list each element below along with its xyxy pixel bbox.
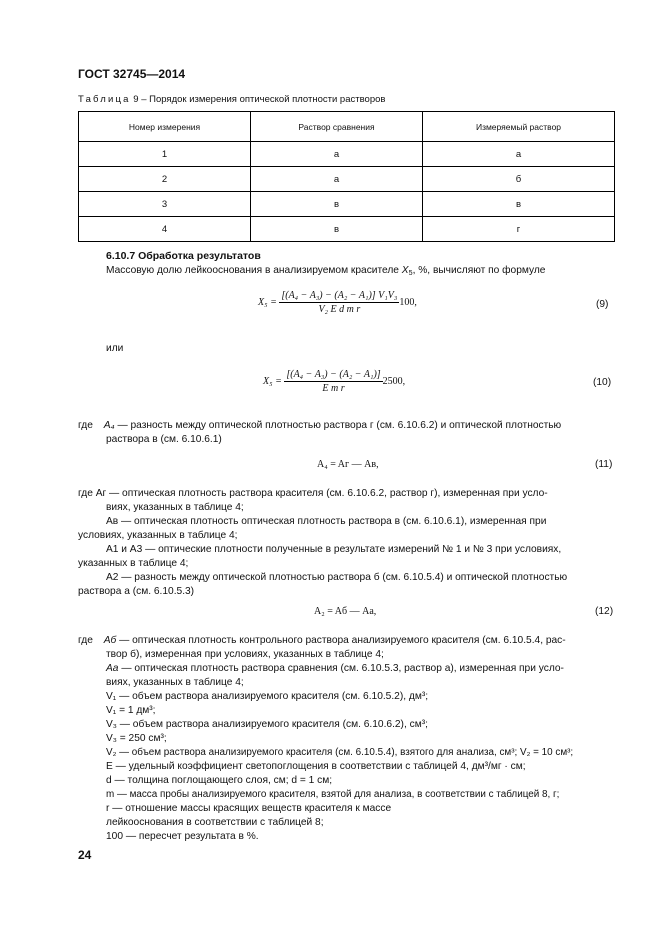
def-a1-a3: А1 и А3 — оптические плотности полученные в результате измерений № 1 и № 3 при условиях, <box>106 544 562 555</box>
where-word: где <box>78 420 93 431</box>
table-header-cell: Номер измерения <box>79 112 251 142</box>
table-cell: б <box>423 167 615 192</box>
table-row <box>79 217 615 242</box>
def-a2: А2 — разность между оптической плотностью раствора б (см. 6.10.5.4) и оптической плотностью <box>106 572 568 583</box>
def-ag-cont: виях, указанных в таблице 4; <box>106 502 244 513</box>
formula-9-numerator: [(A₄ − A₃) − (A₂ − A₁)] V₁V₃ <box>281 290 398 301</box>
def-a4-cont: раствора в (см. 6.10.6.1) <box>106 434 222 445</box>
def-ab-var: Aб <box>103 635 117 646</box>
def-r: r — отношение массы красящих веществ красителя к массе <box>106 803 392 814</box>
table-caption-word: Таблица <box>78 94 131 105</box>
formula-10-numerator: [(A₄ − A₃) − (A₂ − A₁)] <box>286 369 381 380</box>
def-aa-cont: виях, указанных в таблице 4; <box>106 677 244 688</box>
table-header-cell: Измеряемый раствор <box>423 112 615 142</box>
def-100: 100 — пересчет результата в %. <box>106 831 259 842</box>
formula-12: A₂ = Aб — Aа, <box>314 606 377 617</box>
def-e: E — удельный коэффициент светопоглощения в соответствии с таблицей 4, дм³/мг · см; <box>106 761 526 772</box>
formula-9-denominator: V₂ E d m r <box>318 304 361 315</box>
def-ab-cont: твор б), измеренная при условиях, указанных в таблице 4; <box>106 649 384 660</box>
def-v3: V₃ — объем раствора анализируемого красителя (см. 6.10.6.2), см³; <box>106 719 428 730</box>
table-caption-text: 9 – Порядок измерения оптической плотности растворов <box>133 94 386 105</box>
equation-number-9: (9) <box>596 299 609 310</box>
formula-10-fraction <box>284 369 382 394</box>
def-aa <box>106 662 564 676</box>
table-header-cell: Раствор сравнения <box>251 112 423 142</box>
def-r-cont: лейкооснования в соответствии с таблицей 8; <box>106 817 324 828</box>
def-a4-text: — разность между оптической плотностью раствора г (см. 6.10.6.2) и оптической плотностью <box>117 420 562 431</box>
formula-10 <box>263 369 405 394</box>
table-row <box>79 192 615 217</box>
def-v1: V₁ — объем раствора анализируемого красителя (см. 6.10.5.2), дм³; <box>106 691 429 702</box>
table-cell: в <box>423 192 615 217</box>
section-intro <box>106 264 545 280</box>
table-cell: 2 <box>79 167 251 192</box>
def-m: m — масса пробы анализируемого красителя, взятой для анализа, в соответствии с таблицей 8, г; <box>106 789 560 800</box>
table-caption <box>78 94 385 105</box>
formula-10-denominator: E m r <box>322 383 345 394</box>
table-cell: 3 <box>79 192 251 217</box>
formula-9 <box>258 290 417 315</box>
page-number: 24 <box>78 848 92 862</box>
table-cell: в <box>251 217 423 242</box>
intro-text-pre: Массовую долю лейкооснования в анализируемом красителе <box>106 265 402 276</box>
measurement-order-table <box>78 111 615 242</box>
table-cell: в <box>251 192 423 217</box>
def-a2-cont: раствора а (см. 6.10.5.3) <box>78 586 195 597</box>
intro-var-sub: 5 <box>408 269 413 277</box>
table-row <box>79 167 615 192</box>
equation-number-11: (11) <box>595 459 613 470</box>
formula-9-lhs: X₅ = <box>258 296 277 308</box>
section-title: 6.10.7 Обработка результатов <box>106 250 261 262</box>
or-text: или <box>106 343 124 354</box>
table-row <box>79 142 615 167</box>
intro-var: X <box>401 265 409 276</box>
table-header-row <box>79 112 615 142</box>
def-d: d — толщина поглощающего слоя, см; d = 1 см; <box>106 775 333 786</box>
formula-10-lhs: X₅ = <box>263 375 282 387</box>
table-cell: 1 <box>79 142 251 167</box>
table-cell: а <box>423 142 615 167</box>
def-av: Ав — оптическая плотность оптическая плотность раствора в (см. 6.10.6.1), измеренная при <box>106 516 547 527</box>
def-aa-var: Aа <box>106 663 119 674</box>
def-v1-value: V₁ = 1 дм³; <box>106 705 156 716</box>
formula-10-tail: 2500, <box>382 375 406 387</box>
def-v2: V₂ — объем раствора анализируемого красителя (см. 6.10.5.4), взятого для анализа, см³; V₂ = 10 см³; <box>106 747 574 758</box>
def-a4-var: A₄ <box>103 420 115 431</box>
table-cell: г <box>423 217 615 242</box>
table-cell: 4 <box>79 217 251 242</box>
def-v3-value: V₃ = 250 см³; <box>106 733 167 744</box>
def-a4 <box>78 419 615 433</box>
formula-9-fraction <box>279 290 399 315</box>
formula-11: A₄ = Aг — Aв, <box>317 459 379 470</box>
def-av-cont: условиях, указанных в таблице 4; <box>78 530 238 541</box>
table-cell: а <box>251 167 423 192</box>
where-word-2: где <box>78 635 93 646</box>
def-ab <box>78 634 566 648</box>
equation-number-10: (10) <box>593 377 612 388</box>
def-aa-text: — оптическая плотность раствора сравнения (см. 6.10.5.3, раствор а), измеренная при усло- <box>121 663 564 674</box>
table-cell: а <box>251 142 423 167</box>
formula-9-tail: 100, <box>399 296 417 308</box>
intro-text-post: , %, вычисляют по формуле <box>412 265 546 276</box>
def-a1-a3-cont: указанных в таблице 4; <box>78 558 189 569</box>
standard-header: ГОСТ 32745—2014 <box>78 67 186 81</box>
def-ag: где Аг — оптическая плотность раствора красителя (см. 6.10.6.2, раствор г), измеренная при усло- <box>78 488 548 499</box>
equation-number-12: (12) <box>595 606 614 617</box>
def-ab-text: — оптическая плотность контрольного раствора анализируемого красителя (см. 6.10.5.4, рас- <box>119 635 566 646</box>
